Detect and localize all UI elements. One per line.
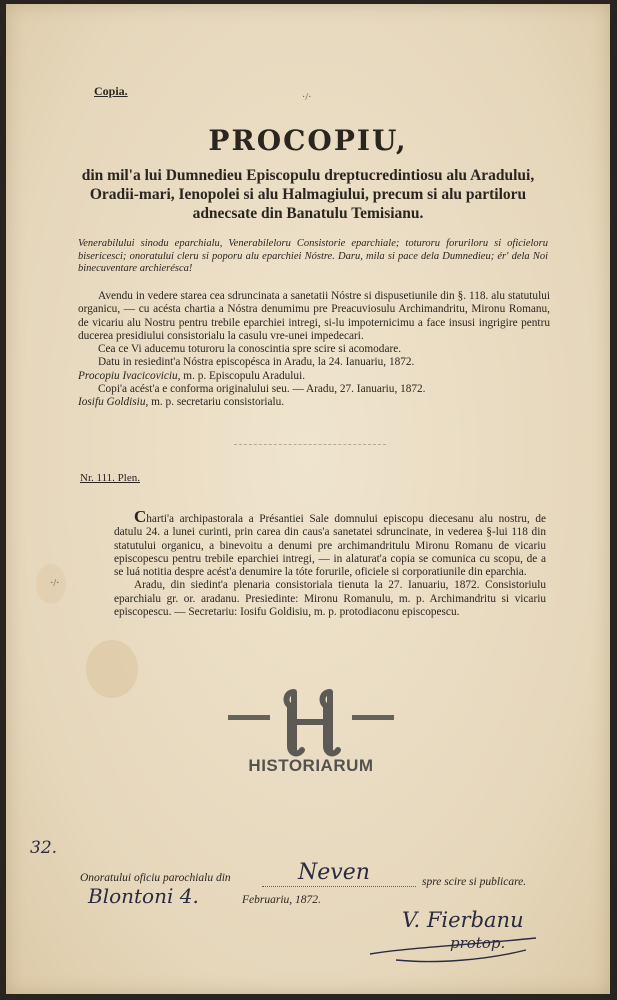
decree-paragraph-2: Cea ce Vi aducemu toturoru la conoscintia spre scire si acomodare. bbox=[98, 343, 402, 356]
signature: V. Fierbanu bbox=[402, 908, 524, 932]
watermark-text: HISTORIARUM bbox=[248, 756, 374, 775]
registry-number: Nr. 111. Plen. bbox=[80, 472, 140, 484]
document-page bbox=[6, 4, 610, 994]
signature-title: protop. bbox=[450, 934, 506, 952]
handwritten-number: 32. bbox=[30, 838, 58, 858]
spre-scire-text: spre scire si publicare. bbox=[422, 876, 527, 888]
document-title: PROCOPIU, bbox=[208, 124, 408, 157]
document-subtitle: din mil'a lui Dumnedieu Episcopulu dreptucredintiosu alu Aradului, Oradii-mari, Ienopolei si alu Halmagiului, precum si alu partiloru adnecsate din Banatulu Temisianu. bbox=[81, 167, 535, 222]
consistory-body bbox=[114, 507, 546, 619]
greeting-paragraph: Venerabilului sinodu eparchialu, Venerabileloru Consistorie eparchiale; toturoru foruriloru si oficieloru bisericesci; onoratului cleru si poporu alu eparchiei Nóstre. Daru, mila si pace dela Dumnedieu; ér' dela Noi binecuventare archierésca! bbox=[78, 238, 548, 274]
copy-conformity: Copi'a acést'a e conforma originalului seu. — Aradu, 27. Ianuariu, 1872. bbox=[98, 383, 426, 396]
dropcap: C bbox=[134, 507, 147, 526]
watermark-bar-left bbox=[228, 715, 270, 720]
decree-date: Datu in resiedint'a Nóstra episcopésca in Aradu, la 24. Ianuariu, 1872. bbox=[98, 356, 415, 369]
consistory-paragraph-1: Charti'a archipastorala a Présantiei Sale domnului episcopu diecesanu alu nostru, de datulu 24. a lunei curinti, prin carea din caus'a sanetatei sdruncinate, in vederea §-lui 118 din statutului organicu, a binevoitu a denumi pre archimandritulu Mironu Romanu de vicariu episcopescu pentru trebile eparchiei intregi, — in alaturat'a copia se comunica cu scopu, de a se luá notitia despre acést'a denumire la tóte forurile, oficiele si corporatiunile din eparchia. bbox=[114, 507, 546, 579]
onoratului-text: Onoratului oficiu parochialu din bbox=[80, 872, 231, 884]
bishop-name: Procopiu Ivacicoviciu, bbox=[78, 369, 181, 382]
top-mark: ·/· bbox=[302, 92, 312, 103]
copia-label: Copia. bbox=[94, 84, 128, 98]
decree-paragraph-1: Avendu in vedere starea cea sdruncinata a sanetatii Nóstre si dispusetiunile din §. 118. alu statutului organicu, — cu acésta chartia a Nóstra denumimu pre Preacuviosulu Archimandritu, Mironu Romanu, de vicariu alu Nostru pentru trebile eparchiei intregi, si-lu impoternicimu a face insusi ingrigire pentru ducerea presidiului consistorialu la casulu vre-unei impedecari. bbox=[78, 290, 550, 342]
handwritten-date-place: Blontoni 4. bbox=[88, 884, 199, 908]
consistory-paragraph-2: Aradu, din siedint'a plenaria consistoriala tienuta la 27. Ianuariu, 1872. Consistoriulu eparchialu gr. or. aradanu. Presiedinte: Mironu Romanulu, m. p. Archimandritu si vicariu episcopescu. — Secretariu: Iosifu Goldisiu, m. p. protodiaconu episcopescu. bbox=[114, 579, 546, 619]
bishop-signature-line: Procopiu Ivacicoviciu, m. p. Episcopulu Aradului. bbox=[78, 369, 306, 382]
date-printed: Februariu, 1872. bbox=[242, 894, 321, 906]
handwritten-place: Neven bbox=[298, 860, 370, 885]
watermark-h-icon bbox=[272, 684, 352, 764]
place-fill-line bbox=[262, 886, 416, 888]
secretary-name: Iosifu Goldisiu, bbox=[78, 396, 149, 409]
decree-body bbox=[78, 290, 550, 410]
section-divider bbox=[234, 444, 386, 446]
side-mark: ·/· bbox=[50, 578, 60, 589]
watermark-bar-right bbox=[352, 715, 394, 720]
secretary-signature-line: Iosifu Goldisiu, m. p. secretariu consistorialu. bbox=[78, 396, 285, 409]
